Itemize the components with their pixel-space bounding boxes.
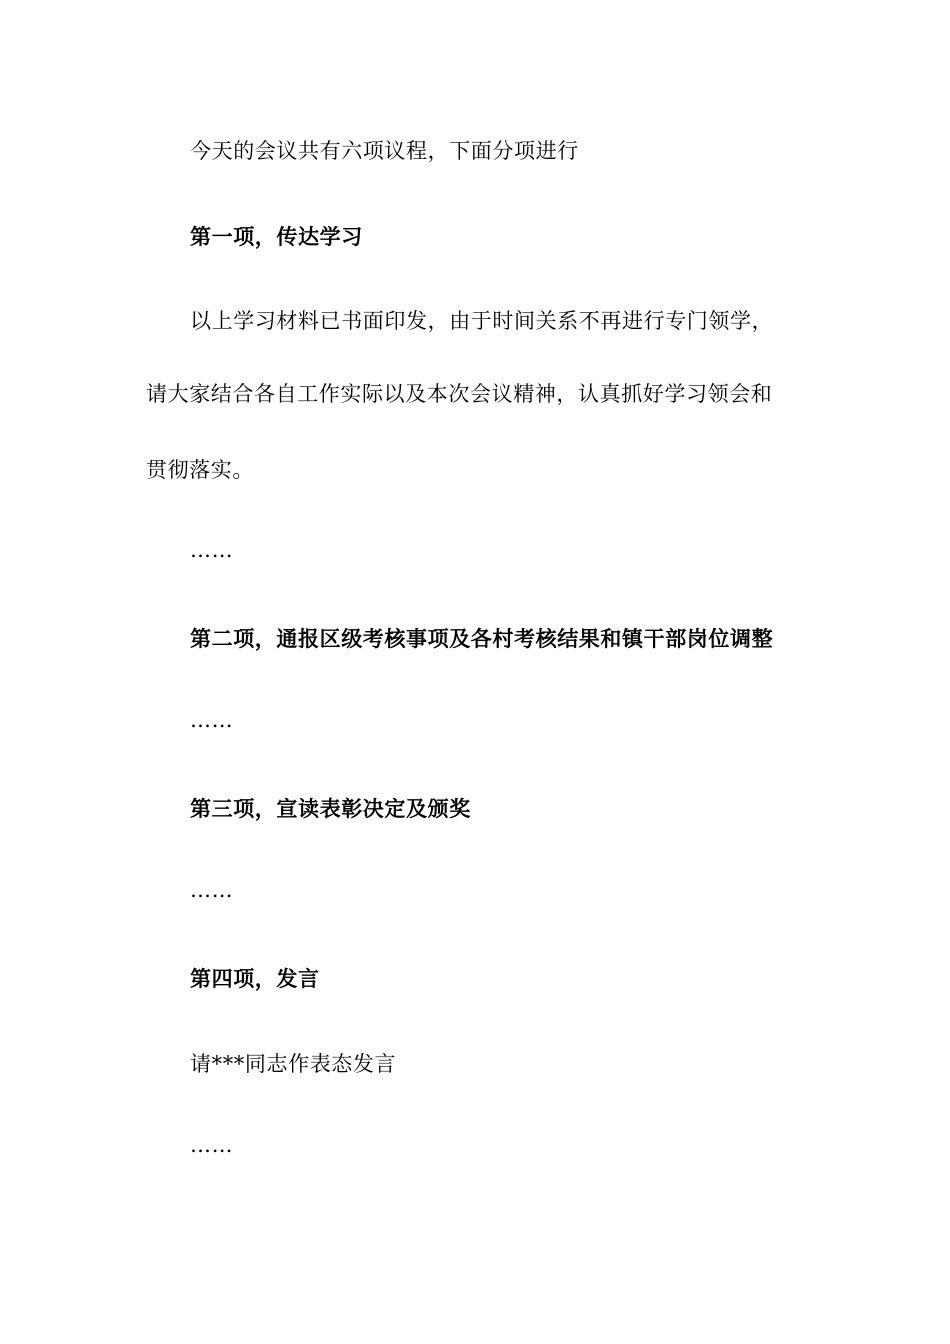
item1-paragraph-line-1: 以上学习材料已书面印发，由于时间关系不再进行专门领学， [190,309,774,333]
ellipsis-4: …… [190,1133,234,1157]
item1-paragraph-line-2: 请大家结合各自工作实际以及本次会议精神，认真抓好学习领会和 [146,382,773,406]
item2-heading: 第二项，通报区级考核事项及各村考核结果和镇干部岗位调整 [190,627,774,651]
item1-heading: 第一项，传达学习 [190,225,363,249]
intro-text: 今天的会议共有六项议程，下面分项进行 [190,139,579,163]
ellipsis-1: …… [190,538,234,562]
ellipsis-3: …… [190,878,234,902]
item1-paragraph-line-3: 贯彻落实。 [146,458,254,482]
item3-heading: 第三项，宣读表彰决定及颁奖 [190,797,471,821]
item4-text: 请***同志作表态发言 [190,1052,397,1076]
item4-heading: 第四项，发言 [190,967,320,991]
ellipsis-2: …… [190,708,234,732]
